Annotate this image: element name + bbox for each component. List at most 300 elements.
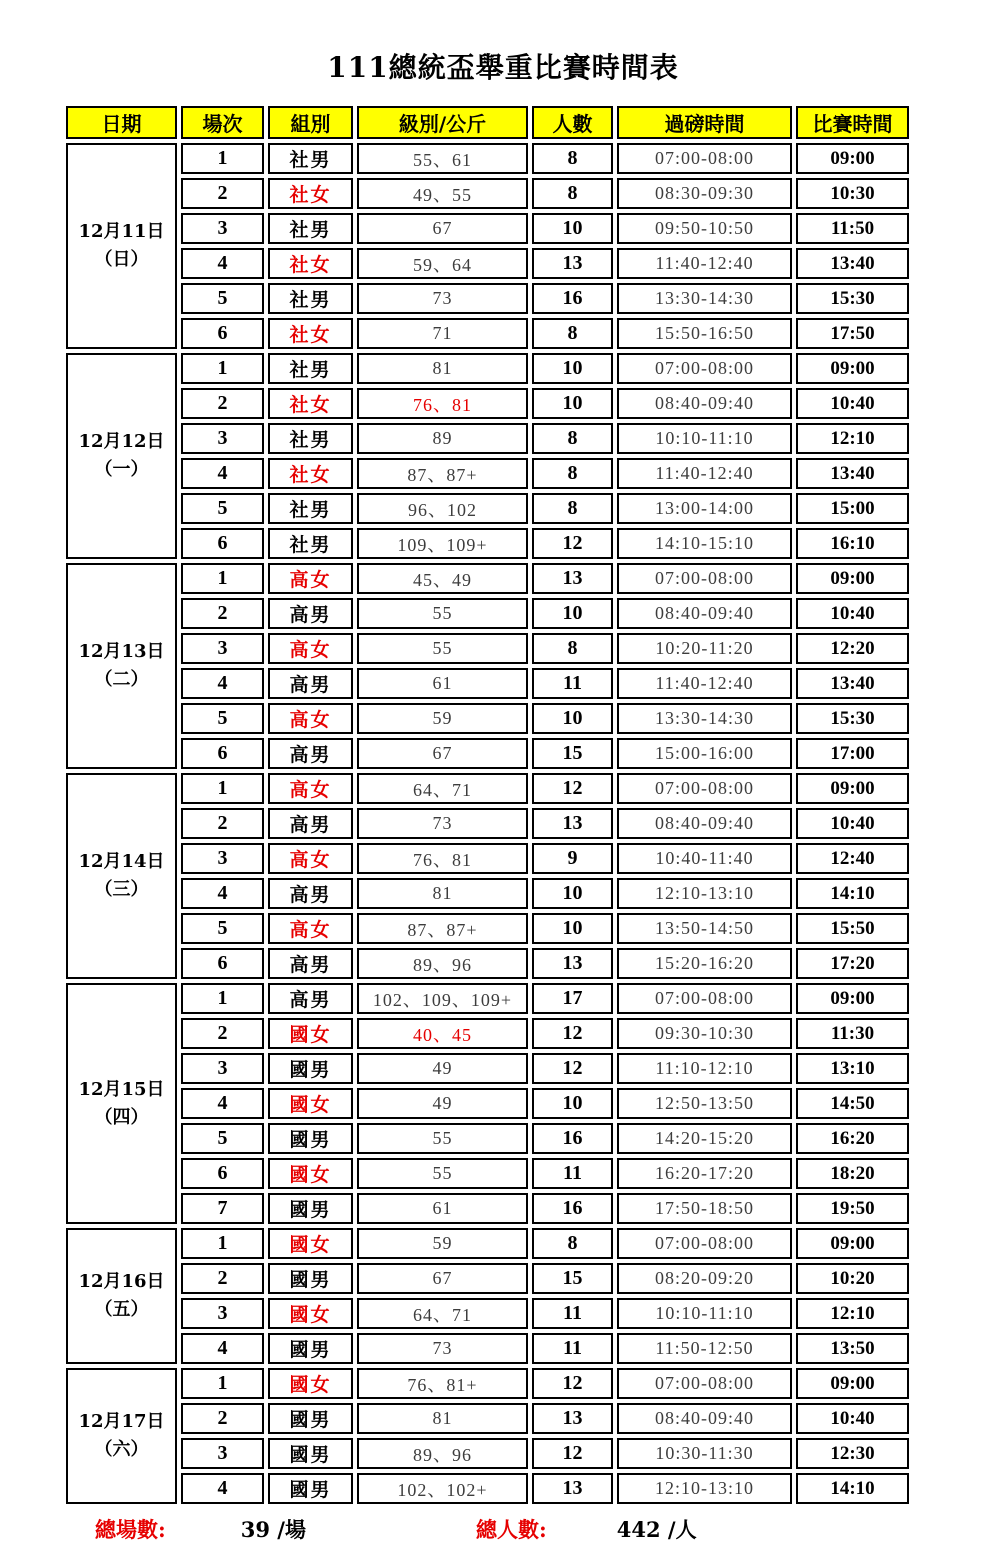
athlete-count-cell: 15 — [532, 1263, 613, 1294]
weekday-text: （二） — [94, 669, 149, 690]
total-people-label: 總人數: — [475, 1517, 547, 1542]
weight-class-cell: 64、71 — [357, 773, 528, 804]
division-cell: 社男 — [268, 493, 353, 524]
weigh-in-time-cell: 13:50-14:50 — [617, 913, 792, 944]
weight-class-cell: 61 — [357, 1193, 528, 1224]
weight-class-cell: 89、96 — [357, 948, 528, 979]
weigh-in-time-cell: 10:10-11:10 — [617, 1298, 792, 1329]
athlete-count-cell: 12 — [532, 1368, 613, 1399]
table-row — [66, 983, 909, 1014]
table-row — [66, 1368, 909, 1399]
division-cell: 高男 — [268, 983, 353, 1014]
column-header-count: 人數 — [532, 106, 613, 139]
weigh-in-time-cell: 07:00-08:00 — [617, 773, 792, 804]
weight-class-cell: 49 — [357, 1088, 528, 1119]
weigh-in-time-cell: 17:50-18:50 — [617, 1193, 792, 1224]
division-cell: 高女 — [268, 773, 353, 804]
date-text: 12月12日 — [78, 431, 165, 453]
session-number-cell: 3 — [181, 1053, 264, 1084]
athlete-count-cell: 11 — [532, 1333, 613, 1364]
division-cell: 高男 — [268, 598, 353, 629]
division-cell: 高男 — [268, 878, 353, 909]
weight-class-cell: 76、81 — [357, 388, 528, 419]
division-cell: 高男 — [268, 668, 353, 699]
weigh-in-time-cell: 16:20-17:20 — [617, 1158, 792, 1189]
weight-class-cell: 55 — [357, 598, 528, 629]
table-row — [66, 878, 909, 909]
start-time-cell: 10:40 — [796, 598, 909, 629]
athlete-count-cell: 10 — [532, 878, 613, 909]
page-title: 111總統盃舉重比賽時間表 — [327, 51, 679, 84]
division-cell: 社男 — [268, 143, 353, 174]
date-cell — [66, 1228, 177, 1364]
session-number-cell: 1 — [181, 143, 264, 174]
date-text: 12月16日 — [78, 1271, 165, 1293]
start-time-cell: 10:40 — [796, 808, 909, 839]
session-number-cell: 5 — [181, 1123, 264, 1154]
table-row — [66, 913, 909, 944]
division-cell: 國女 — [268, 1158, 353, 1189]
athlete-count-cell: 16 — [532, 283, 613, 314]
weigh-in-time-cell: 12:10-13:10 — [617, 878, 792, 909]
start-time-cell: 14:10 — [796, 878, 909, 909]
division-cell: 社男 — [268, 353, 353, 384]
division-cell: 國男 — [268, 1438, 353, 1469]
date-cell — [66, 983, 177, 1224]
table-row — [66, 808, 909, 839]
start-time-cell: 19:50 — [796, 1193, 909, 1224]
weight-class-cell: 55、61 — [357, 143, 528, 174]
session-number-cell: 2 — [181, 178, 264, 209]
date-text: 12月14日 — [78, 851, 165, 873]
session-number-cell: 4 — [181, 1088, 264, 1119]
session-number-cell: 7 — [181, 1193, 264, 1224]
session-number-cell: 5 — [181, 913, 264, 944]
weekday-text: （三） — [94, 879, 149, 900]
division-cell: 社女 — [268, 458, 353, 489]
table-row — [66, 213, 909, 244]
table-row — [66, 283, 909, 314]
weight-class-cell: 109、109+ — [357, 528, 528, 559]
totals-footer — [95, 1514, 1006, 1544]
session-number-cell: 5 — [181, 283, 264, 314]
division-cell: 國男 — [268, 1333, 353, 1364]
division-cell: 國男 — [268, 1053, 353, 1084]
session-number-cell: 4 — [181, 1473, 264, 1504]
athlete-count-cell: 13 — [532, 1473, 613, 1504]
start-time-cell: 11:30 — [796, 1018, 909, 1049]
weight-class-cell: 96、102 — [357, 493, 528, 524]
start-time-cell: 13:40 — [796, 458, 909, 489]
table-row — [66, 1053, 909, 1084]
division-cell: 高女 — [268, 703, 353, 734]
start-time-cell: 17:00 — [796, 738, 909, 769]
division-cell: 高女 — [268, 913, 353, 944]
weigh-in-time-cell: 10:20-11:20 — [617, 633, 792, 664]
table-row — [66, 528, 909, 559]
table-row — [66, 388, 909, 419]
athlete-count-cell: 12 — [532, 1018, 613, 1049]
weigh-in-time-cell: 11:50-12:50 — [617, 1333, 792, 1364]
athlete-count-cell: 8 — [532, 423, 613, 454]
table-row — [66, 1228, 909, 1259]
session-number-cell: 4 — [181, 878, 264, 909]
date-cell — [66, 563, 177, 769]
athlete-count-cell: 10 — [532, 598, 613, 629]
start-time-cell: 09:00 — [796, 1368, 909, 1399]
weight-class-cell: 45、49 — [357, 563, 528, 594]
table-row — [66, 458, 909, 489]
table-row — [66, 1298, 909, 1329]
weight-class-cell: 49 — [357, 1053, 528, 1084]
start-time-cell: 14:50 — [796, 1088, 909, 1119]
athlete-count-cell: 12 — [532, 1053, 613, 1084]
table-row — [66, 668, 909, 699]
column-header-division: 組別 — [268, 106, 353, 139]
session-number-cell: 4 — [181, 248, 264, 279]
start-time-cell: 12:30 — [796, 1438, 909, 1469]
weight-class-cell: 49、55 — [357, 178, 528, 209]
weigh-in-time-cell: 11:10-12:10 — [617, 1053, 792, 1084]
start-time-cell: 12:10 — [796, 1298, 909, 1329]
weight-class-cell: 102、109、109+ — [357, 983, 528, 1014]
weight-class-cell: 67 — [357, 213, 528, 244]
weekday-text: （六） — [94, 1439, 149, 1460]
division-cell: 國男 — [268, 1193, 353, 1224]
date-cell — [66, 353, 177, 559]
session-number-cell: 6 — [181, 738, 264, 769]
table-row — [66, 1438, 909, 1469]
weekday-text: （四） — [94, 1106, 149, 1128]
weigh-in-time-cell: 07:00-08:00 — [617, 1228, 792, 1259]
start-time-cell: 12:40 — [796, 843, 909, 874]
date-text: 12月11日 — [78, 221, 165, 243]
session-number-cell: 1 — [181, 983, 264, 1014]
start-time-cell: 14:10 — [796, 1473, 909, 1504]
weigh-in-time-cell: 11:40-12:40 — [617, 458, 792, 489]
athlete-count-cell: 13 — [532, 563, 613, 594]
division-cell: 高女 — [268, 633, 353, 664]
session-number-cell: 3 — [181, 1438, 264, 1469]
athlete-count-cell: 13 — [532, 808, 613, 839]
division-cell: 社女 — [268, 248, 353, 279]
weekday-text: （一） — [94, 459, 149, 480]
weigh-in-time-cell: 11:40-12:40 — [617, 248, 792, 279]
weigh-in-time-cell: 13:00-14:00 — [617, 493, 792, 524]
weigh-in-time-cell: 12:10-13:10 — [617, 1473, 792, 1504]
weight-class-cell: 81 — [357, 1403, 528, 1434]
division-cell: 高男 — [268, 808, 353, 839]
table-row — [66, 1088, 909, 1119]
total-sessions-label: 總場數: — [95, 1517, 166, 1542]
table-row — [66, 178, 909, 209]
athlete-count-cell: 16 — [532, 1123, 613, 1154]
start-time-cell: 10:20 — [796, 1263, 909, 1294]
weight-class-cell: 59、64 — [357, 248, 528, 279]
session-number-cell: 2 — [181, 1263, 264, 1294]
table-row — [66, 143, 909, 174]
total-people-value: 442 /人 — [616, 1517, 697, 1542]
start-time-cell: 15:00 — [796, 493, 909, 524]
athlete-count-cell: 10 — [532, 1088, 613, 1119]
session-number-cell: 2 — [181, 808, 264, 839]
division-cell: 社男 — [268, 213, 353, 244]
start-time-cell: 09:00 — [796, 773, 909, 804]
division-cell: 國女 — [268, 1368, 353, 1399]
weigh-in-time-cell: 07:00-08:00 — [617, 563, 792, 594]
division-cell: 國女 — [268, 1228, 353, 1259]
start-time-cell: 09:00 — [796, 1228, 909, 1259]
schedule-table — [62, 102, 913, 1508]
weight-class-cell: 64、71 — [357, 1298, 528, 1329]
weight-class-cell: 67 — [357, 1263, 528, 1294]
table-row — [66, 738, 909, 769]
athlete-count-cell: 8 — [532, 633, 613, 664]
table-row — [66, 1018, 909, 1049]
weigh-in-time-cell: 08:40-09:40 — [617, 598, 792, 629]
weigh-in-time-cell: 07:00-08:00 — [617, 143, 792, 174]
table-row — [66, 1263, 909, 1294]
division-cell: 國男 — [268, 1473, 353, 1504]
weight-class-cell: 59 — [357, 703, 528, 734]
start-time-cell: 10:30 — [796, 178, 909, 209]
athlete-count-cell: 13 — [532, 248, 613, 279]
date-cell — [66, 1368, 177, 1504]
start-time-cell: 15:50 — [796, 913, 909, 944]
athlete-count-cell: 8 — [532, 493, 613, 524]
athlete-count-cell: 13 — [532, 948, 613, 979]
table-row — [66, 1473, 909, 1504]
start-time-cell: 12:20 — [796, 633, 909, 664]
weekday-text: （日） — [94, 249, 149, 270]
weight-class-cell: 76、81 — [357, 843, 528, 874]
start-time-cell: 13:40 — [796, 668, 909, 699]
start-time-cell: 13:10 — [796, 1053, 909, 1084]
session-number-cell: 1 — [181, 773, 264, 804]
athlete-count-cell: 12 — [532, 773, 613, 804]
weigh-in-time-cell: 08:40-09:40 — [617, 808, 792, 839]
table-row — [66, 423, 909, 454]
athlete-count-cell: 13 — [532, 1403, 613, 1434]
athlete-count-cell: 8 — [532, 143, 613, 174]
session-number-cell: 4 — [181, 458, 264, 489]
weigh-in-time-cell: 08:30-09:30 — [617, 178, 792, 209]
session-number-cell: 6 — [181, 318, 264, 349]
athlete-count-cell: 10 — [532, 213, 613, 244]
division-cell: 國女 — [268, 1018, 353, 1049]
weight-class-cell: 81 — [357, 353, 528, 384]
table-row — [66, 843, 909, 874]
session-number-cell: 2 — [181, 1403, 264, 1434]
start-time-cell: 12:10 — [796, 423, 909, 454]
table-row — [66, 493, 909, 524]
division-cell: 社男 — [268, 283, 353, 314]
athlete-count-cell: 10 — [532, 353, 613, 384]
start-time-cell: 15:30 — [796, 283, 909, 314]
division-cell: 社女 — [268, 318, 353, 349]
start-time-cell: 09:00 — [796, 353, 909, 384]
weigh-in-time-cell: 08:40-09:40 — [617, 1403, 792, 1434]
start-time-cell: 09:00 — [796, 983, 909, 1014]
session-number-cell: 5 — [181, 493, 264, 524]
session-number-cell: 3 — [181, 423, 264, 454]
session-number-cell: 6 — [181, 528, 264, 559]
weekday-text: （五） — [94, 1299, 149, 1320]
start-time-cell: 10:40 — [796, 1403, 909, 1434]
athlete-count-cell: 15 — [532, 738, 613, 769]
session-number-cell: 6 — [181, 1158, 264, 1189]
table-row — [66, 703, 909, 734]
table-row — [66, 1123, 909, 1154]
division-cell: 國女 — [268, 1088, 353, 1119]
division-cell: 高男 — [268, 738, 353, 769]
start-time-cell: 17:20 — [796, 948, 909, 979]
session-number-cell: 1 — [181, 563, 264, 594]
date-text: 12月13日 — [78, 641, 165, 663]
athlete-count-cell: 9 — [532, 843, 613, 874]
schedule-body — [66, 143, 909, 1504]
weight-class-cell: 55 — [357, 633, 528, 664]
column-header-weight-class: 級別/公斤 — [357, 106, 528, 139]
start-time-cell: 09:00 — [796, 143, 909, 174]
weigh-in-time-cell: 08:20-09:20 — [617, 1263, 792, 1294]
division-cell: 國男 — [268, 1403, 353, 1434]
start-time-cell: 13:50 — [796, 1333, 909, 1364]
weight-class-cell: 73 — [357, 283, 528, 314]
date-text: 12月15日 — [78, 1078, 165, 1100]
column-header-session: 場次 — [181, 106, 264, 139]
weigh-in-time-cell: 09:50-10:50 — [617, 213, 792, 244]
weigh-in-time-cell: 07:00-08:00 — [617, 1368, 792, 1399]
weigh-in-time-cell: 14:20-15:20 — [617, 1123, 792, 1154]
athlete-count-cell: 10 — [532, 703, 613, 734]
division-cell: 社男 — [268, 423, 353, 454]
table-row — [66, 598, 909, 629]
athlete-count-cell: 8 — [532, 1228, 613, 1259]
weigh-in-time-cell: 07:00-08:00 — [617, 983, 792, 1014]
weight-class-cell: 40、45 — [357, 1018, 528, 1049]
start-time-cell: 16:10 — [796, 528, 909, 559]
weigh-in-time-cell: 09:30-10:30 — [617, 1018, 792, 1049]
weight-class-cell: 73 — [357, 1333, 528, 1364]
weigh-in-time-cell: 15:50-16:50 — [617, 318, 792, 349]
athlete-count-cell: 8 — [532, 178, 613, 209]
weigh-in-time-cell: 13:30-14:30 — [617, 283, 792, 314]
athlete-count-cell: 12 — [532, 1438, 613, 1469]
table-row — [66, 1158, 909, 1189]
weigh-in-time-cell: 10:10-11:10 — [617, 423, 792, 454]
start-time-cell: 10:40 — [796, 388, 909, 419]
session-number-cell: 2 — [181, 388, 264, 419]
athlete-count-cell: 10 — [532, 388, 613, 419]
weight-class-cell: 67 — [357, 738, 528, 769]
column-header-weigh-in-time: 過磅時間 — [617, 106, 792, 139]
table-row — [66, 773, 909, 804]
weight-class-cell: 61 — [357, 668, 528, 699]
weigh-in-time-cell: 15:00-16:00 — [617, 738, 792, 769]
session-number-cell: 2 — [181, 598, 264, 629]
weigh-in-time-cell: 14:10-15:10 — [617, 528, 792, 559]
start-time-cell: 17:50 — [796, 318, 909, 349]
weight-class-cell: 89、96 — [357, 1438, 528, 1469]
athlete-count-cell: 8 — [532, 318, 613, 349]
weigh-in-time-cell: 10:30-11:30 — [617, 1438, 792, 1469]
athlete-count-cell: 10 — [532, 913, 613, 944]
weight-class-cell: 102、102+ — [357, 1473, 528, 1504]
athlete-count-cell: 16 — [532, 1193, 613, 1224]
start-time-cell: 15:30 — [796, 703, 909, 734]
division-cell: 社女 — [268, 388, 353, 419]
division-cell: 國男 — [268, 1263, 353, 1294]
division-cell: 高男 — [268, 948, 353, 979]
table-row — [66, 318, 909, 349]
division-cell: 國男 — [268, 1123, 353, 1154]
weigh-in-time-cell: 10:40-11:40 — [617, 843, 792, 874]
division-cell: 社女 — [268, 178, 353, 209]
column-header-start-time: 比賽時間 — [796, 106, 909, 139]
column-header-date: 日期 — [66, 106, 177, 139]
start-time-cell: 13:40 — [796, 248, 909, 279]
total-sessions-value: 39 /場 — [240, 1517, 306, 1542]
date-cell — [66, 773, 177, 979]
athlete-count-cell: 17 — [532, 983, 613, 1014]
table-row — [66, 1403, 909, 1434]
start-time-cell: 09:00 — [796, 563, 909, 594]
header-row — [66, 106, 909, 139]
weigh-in-time-cell: 07:00-08:00 — [617, 353, 792, 384]
table-row — [66, 248, 909, 279]
athlete-count-cell: 12 — [532, 528, 613, 559]
weigh-in-time-cell: 11:40-12:40 — [617, 668, 792, 699]
date-text: 12月17日 — [78, 1411, 165, 1433]
division-cell: 社男 — [268, 528, 353, 559]
session-number-cell: 1 — [181, 353, 264, 384]
start-time-cell: 16:20 — [796, 1123, 909, 1154]
weight-class-cell: 71 — [357, 318, 528, 349]
table-row — [66, 1193, 909, 1224]
weight-class-cell: 73 — [357, 808, 528, 839]
table-row — [66, 1333, 909, 1364]
weight-class-cell: 89 — [357, 423, 528, 454]
weight-class-cell: 76、81+ — [357, 1368, 528, 1399]
session-number-cell: 1 — [181, 1228, 264, 1259]
weigh-in-time-cell: 08:40-09:40 — [617, 388, 792, 419]
session-number-cell: 5 — [181, 703, 264, 734]
session-number-cell: 3 — [181, 213, 264, 244]
start-time-cell: 18:20 — [796, 1158, 909, 1189]
weight-class-cell: 55 — [357, 1123, 528, 1154]
start-time-cell: 11:50 — [796, 213, 909, 244]
table-row — [66, 948, 909, 979]
weight-class-cell: 87、87+ — [357, 458, 528, 489]
athlete-count-cell: 11 — [532, 668, 613, 699]
athlete-count-cell: 11 — [532, 1158, 613, 1189]
division-cell: 高女 — [268, 843, 353, 874]
date-cell — [66, 143, 177, 349]
session-number-cell: 2 — [181, 1018, 264, 1049]
weigh-in-time-cell: 15:20-16:20 — [617, 948, 792, 979]
weight-class-cell: 87、87+ — [357, 913, 528, 944]
session-number-cell: 6 — [181, 948, 264, 979]
athlete-count-cell: 11 — [532, 1298, 613, 1329]
weigh-in-time-cell: 12:50-13:50 — [617, 1088, 792, 1119]
weigh-in-time-cell: 13:30-14:30 — [617, 703, 792, 734]
session-number-cell: 4 — [181, 668, 264, 699]
table-header — [66, 106, 909, 139]
weight-class-cell: 59 — [357, 1228, 528, 1259]
session-number-cell: 3 — [181, 843, 264, 874]
weight-class-cell: 55 — [357, 1158, 528, 1189]
